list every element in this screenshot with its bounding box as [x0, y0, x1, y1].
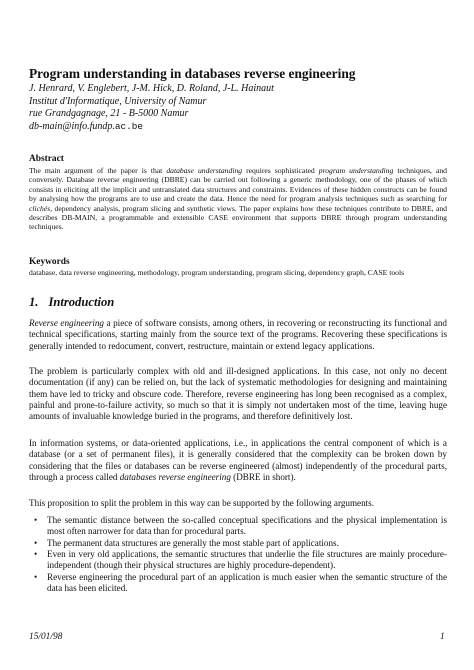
abstract-part: techniques, and conversely. Database reverse engineering (DBRE) can be carried out following a generic methodology, one of the phases of which consists in eliciting all the implicit and untranslated data structures and constraints. Evidences of these hidden constructs can be found by analysing how the programs are to use and create the data. Hence the need for program analysis techniques such as searching for [29, 166, 448, 204]
author-email [29, 121, 449, 134]
intro-text: In information systems, or data-oriented applications, i.e., in applications the central component of which is a database (or a set of permanent files), it is generally considered that the complexity can be broken down by considering that the files or databases can be reverse engineered (almost) independently of the procedural parts, through a process called [29, 438, 447, 483]
list-item-text: The permanent data structures are generally the most stable part of applications. [47, 537, 339, 548]
intro-paragraph-4: This proposition to split the problem in this way can be supported by the following arguments. [29, 498, 375, 508]
bullet-icon: • [34, 571, 38, 582]
list-item [29, 538, 447, 549]
bullet-icon: • [34, 515, 38, 525]
intro-emphasis: Reverse engineering [29, 318, 104, 328]
author-names: J. Henrard, V. Englebert, J-M. Hick, D. Roland, J-L. Hainaut [29, 83, 274, 94]
abstract-text [29, 166, 447, 232]
email-prefix: db-main@info.fundp. [29, 120, 115, 132]
section-title: Introduction [48, 295, 115, 309]
intro-text: a piece of software consists, among others, in recovering or reconstructing its functional and technical specifications, starting mainly from the source text of the programs. Recovering these specifications is generally intended to redocument, convert, restructure, maintain or extend legacy applications. [29, 318, 447, 351]
author-institute: Institut d'Informatique, University of Namur [29, 95, 207, 107]
author-address: rue Grandgagnage, 21 - B-5000 Namur [29, 108, 189, 120]
intro-paragraph-1 [29, 318, 447, 352]
author-block [29, 83, 449, 133]
page-number: 1 [440, 632, 445, 642]
intro-emphasis: databases reverse engineering [119, 472, 231, 483]
keywords-heading: Keywords [29, 257, 70, 267]
list-item-text: Reverse engineering the procedural part of an application is much easier when the semantic structure of the data has been elicited. [47, 571, 447, 594]
abstract-emphasis: clichés [29, 203, 51, 213]
list-item-text: The semantic distance between the so-called conceptual specifications and the physical implementation is most often narrower for data than for procedural parts. [47, 515, 447, 537]
abstract-emphasis: program understanding [318, 166, 394, 175]
paper-title: Program understanding in databases reverse engineering [29, 66, 356, 81]
intro-paragraph-2: The problem is particularly complex with old and ill-designed applications. In this case, not only no decent documentation (if any) can be relied on, but the lack of systematic methodologies for designing and maintaining them have led to tricky and obscure code. Therefore, reverse engineering has long been recognised as a complex, painful and prone-to-failure activity, so much so that it is simply not undertaken most of the time, leaving huge amounts of invaluable knowledge buried in the programs, and therefore definitively lost. [29, 366, 447, 422]
argument-list [29, 515, 447, 594]
abstract-part: The main argument of the paper is that [29, 166, 167, 175]
intro-paragraph-3 [29, 438, 447, 483]
abstract-part: , dependency analysis, program slicing and synthetic views. The paper explains how these techniques contribute to DBRE, and describes DB-MAIN, a programmable and extensible CASE environment that supports DBRE through program understanding techniques. [29, 203, 447, 232]
section-heading [29, 295, 114, 310]
list-item-text: Even in very old applications, the semantic structures that underlie the file structures are mainly procedure-independent (though their physical structures are highly procedure-dependent). [47, 549, 447, 571]
abstract-part: requires sophisticated [242, 166, 319, 175]
list-item [29, 515, 447, 538]
list-item [29, 572, 447, 595]
section-number: 1. [29, 295, 39, 309]
bullet-icon: • [34, 537, 38, 548]
footer-date: 15/01/98 [29, 632, 63, 642]
email-suffix: ac.be [114, 120, 144, 132]
abstract-heading: Abstract [29, 154, 64, 164]
list-item [29, 549, 447, 572]
bullet-icon: • [34, 549, 38, 560]
intro-text: (DBRE in short). [230, 472, 296, 483]
keywords-text: database, data reverse engineering, methodology, program understanding, program slicing, dependency graph, CASE tools [29, 268, 405, 277]
abstract-emphasis: database understanding [166, 166, 243, 175]
